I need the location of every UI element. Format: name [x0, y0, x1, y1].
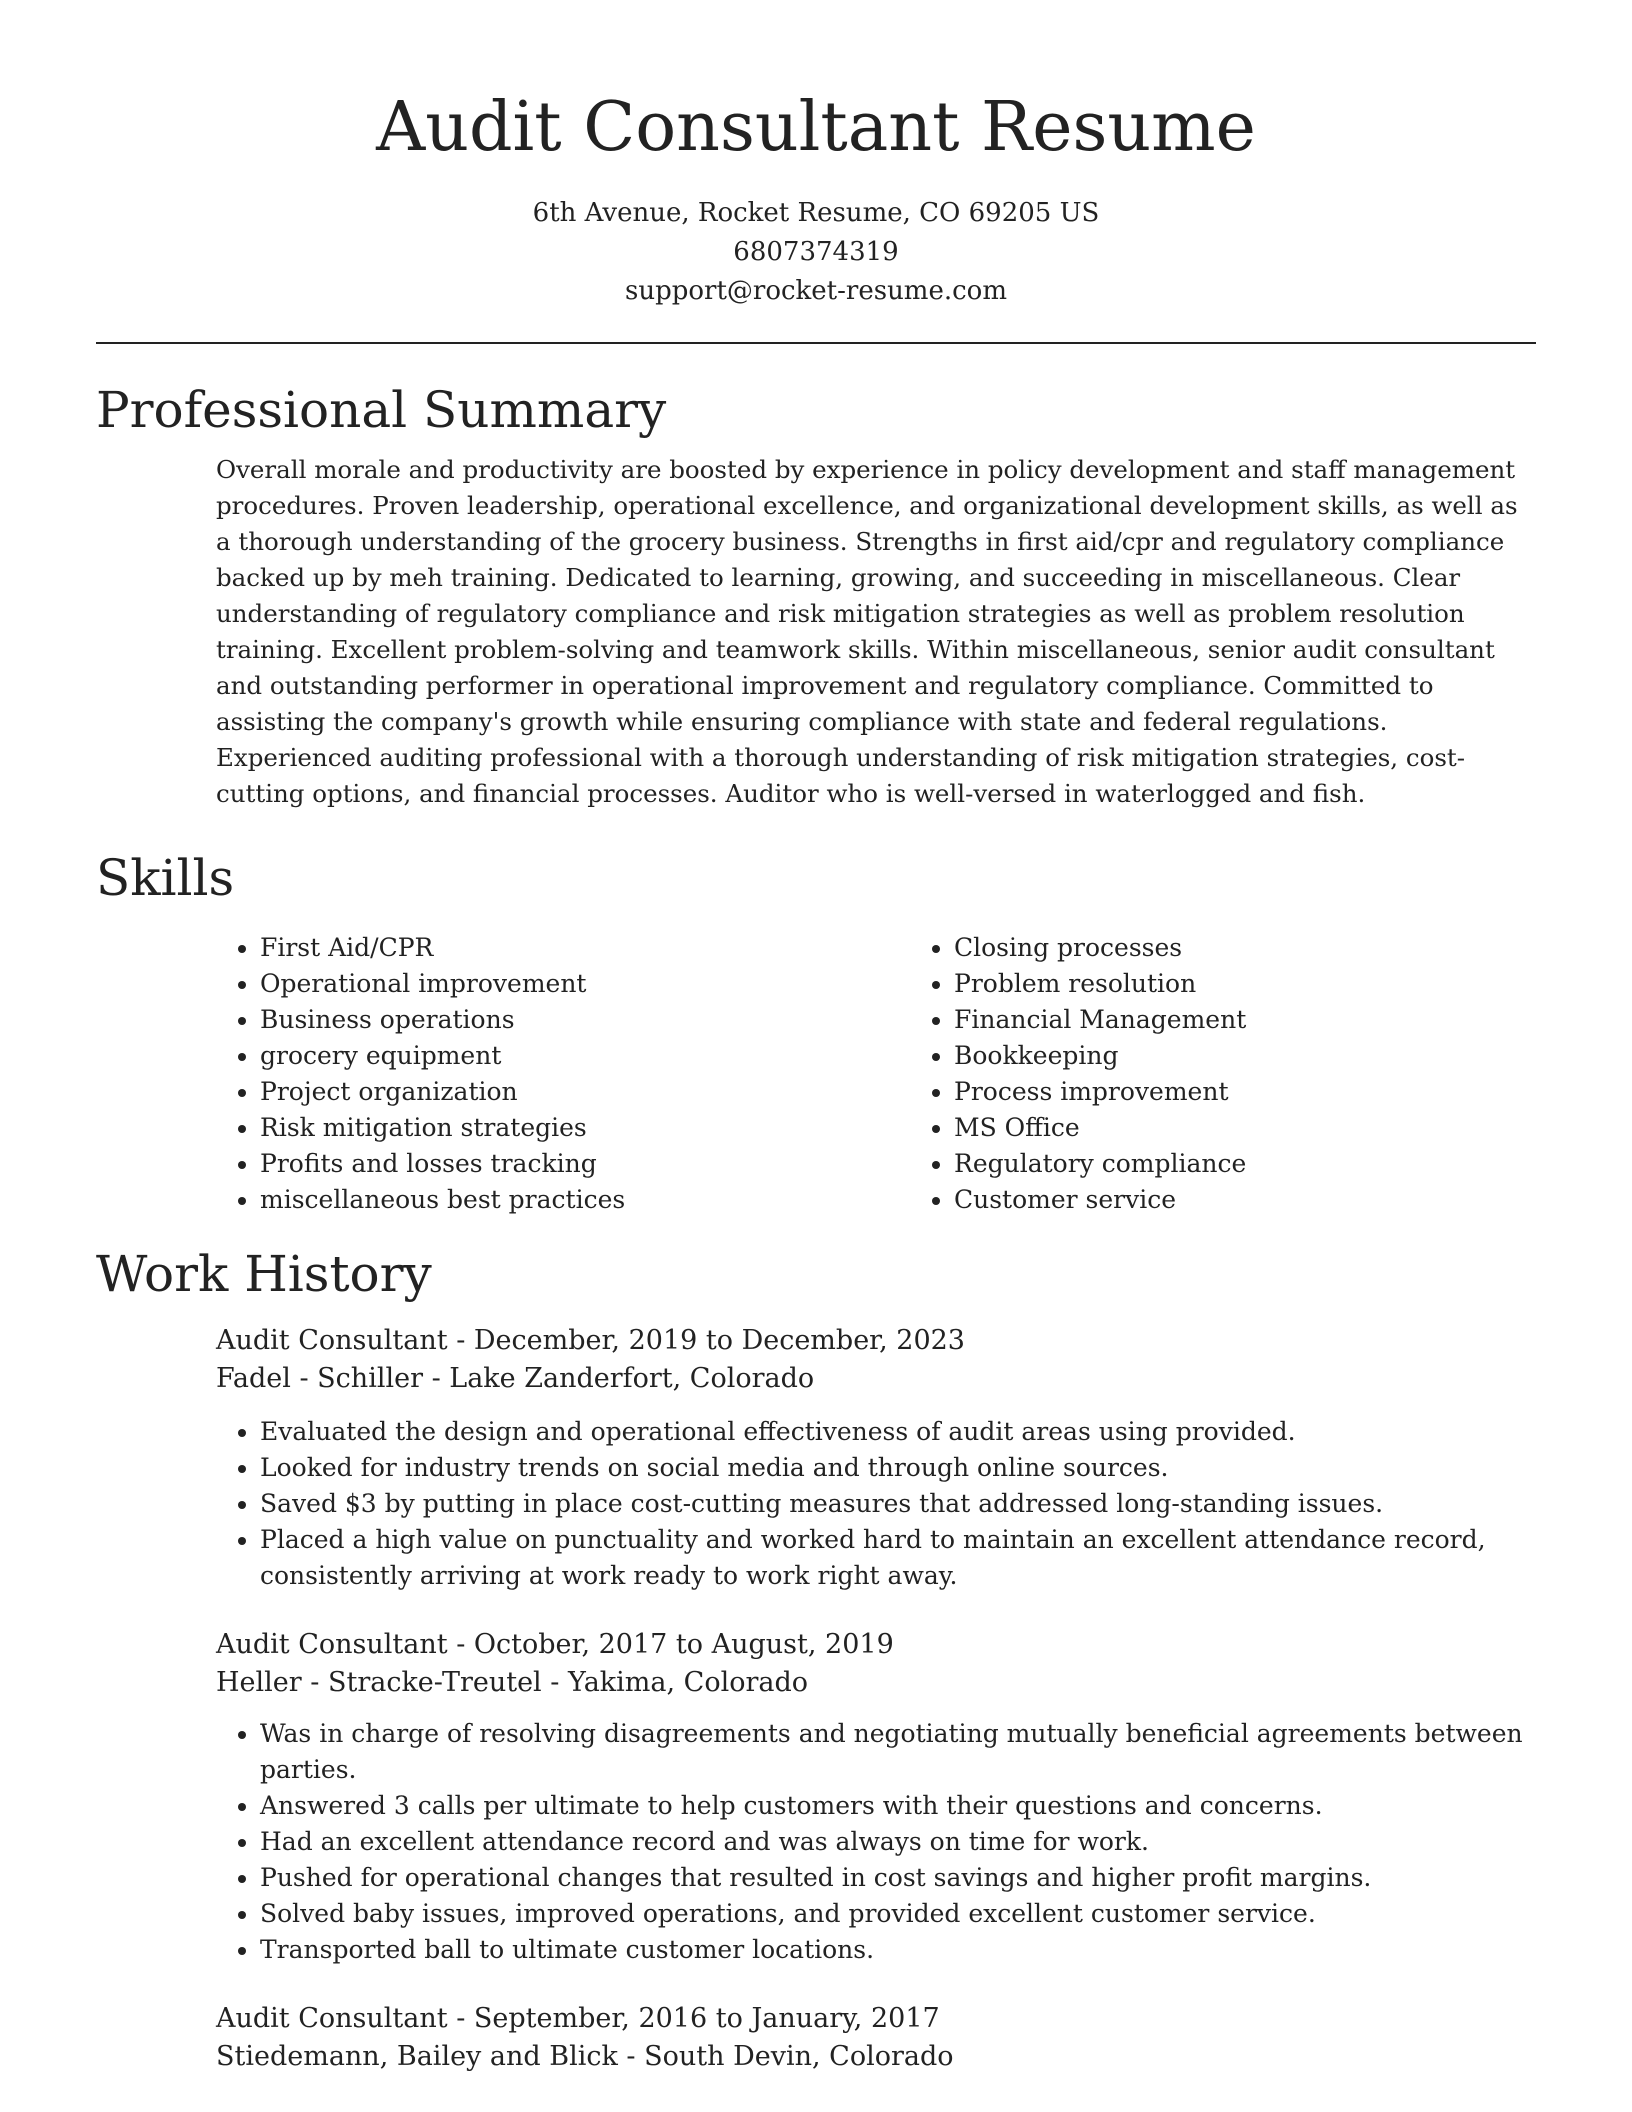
skills-section [96, 848, 1536, 1218]
job-entry [216, 1626, 1536, 1968]
job-company-line [216, 1664, 1536, 1702]
contact-block [0, 194, 1632, 311]
job-role: Audit Consultant [216, 2003, 448, 2034]
job-company-line [216, 1360, 1536, 1398]
job-bullet: • Transported ball to ultimate customer locations. [260, 1932, 1536, 1968]
job-bullet: • Saved $3 by putting in place cost-cutting measures that addressed long-standing issues. [260, 1486, 1536, 1522]
job-company: Heller - Stracke-Treutel [216, 1667, 542, 1698]
job-dates: - October, 2017 to August, 2019 [447, 1629, 894, 1660]
resume-title: Audit Consultant Resume [376, 88, 1256, 167]
job-bullet: • Placed a high value on punctuality and worked hard to maintain an excellent attendance record, consistently arriving at work ready to work right away. [260, 1522, 1536, 1594]
job-bullets [216, 1716, 1536, 1968]
skill-item: • MS Office [954, 1110, 1604, 1146]
job-bullet: • Was in charge of resolving disagreements and negotiating mutually beneficial agreements between parties. [260, 1716, 1536, 1788]
job-dates: - December, 2019 to December, 2023 [447, 1325, 965, 1356]
job-title-line [216, 1322, 1536, 1360]
skill-item: • Regulatory compliance [954, 1146, 1604, 1182]
job-bullet: • Solved baby issues, improved operations, and provided excellent customer service. [260, 1896, 1536, 1932]
skill-item: • Project organization [260, 1074, 910, 1110]
job-bullet: • Evaluated the design and operational effectiveness of audit areas using provided. [260, 1414, 1536, 1450]
skill-item: • Risk mitigation strategies [260, 1110, 910, 1146]
job-location: - Lake Zanderfort, Colorado [422, 1363, 815, 1394]
skill-item: • Profits and losses tracking [260, 1146, 910, 1182]
skill-item: • Operational improvement [260, 966, 910, 1002]
job-location: - South Devin, Colorado [617, 2041, 954, 2072]
skill-item: • Customer service [954, 1182, 1604, 1218]
skills-heading: Skills [96, 849, 235, 907]
skill-item: • miscellaneous best practices [260, 1182, 910, 1218]
job-bullet: • Looked for industry trends on social media and through online sources. [260, 1450, 1536, 1486]
contact-address: 6th Avenue, Rocket Resume, CO 69205 US [532, 198, 1100, 228]
contact-email: support@rocket-resume.com [624, 276, 1007, 306]
skill-item: • Process improvement [954, 1074, 1604, 1110]
skill-item: • grocery equipment [260, 1038, 910, 1074]
job-entry [216, 1322, 1536, 1594]
skill-item: • Financial Management [954, 1002, 1604, 1038]
skill-item: • Business operations [260, 1002, 910, 1038]
summary-section [96, 380, 1536, 812]
job-bullet: • Answered 3 calls per ultimate to help customers with their questions and concerns. [260, 1788, 1536, 1824]
job-company-line [216, 2038, 1536, 2076]
summary-heading: Professional Summary [96, 381, 667, 439]
job-bullets [216, 1414, 1536, 1594]
job-title-line [216, 2000, 1536, 2038]
skills-columns [216, 930, 1536, 1218]
skill-item: • Closing processes [954, 930, 1604, 966]
job-dates: - September, 2016 to January, 2017 [447, 2003, 940, 2034]
header-divider [96, 342, 1536, 344]
job-location: - Yakima, Colorado [541, 1667, 809, 1698]
job-role: Audit Consultant [216, 1325, 448, 1356]
job-company: Fadel - Schiller [216, 1363, 423, 1394]
job-bullet: • Had an excellent attendance record and was always on time for work. [260, 1824, 1536, 1860]
summary-text: Overall morale and productivity are boosted by experience in policy development and staff management procedures. Proven leadership, operational excellence, and organizational development skills, as well as a thorough understanding of the grocery business. Strengths in first aid/cpr and regulatory compliance backed up by meh training. Dedicated to learning, growing, and succeeding in miscellaneous. Clear understanding of regulatory compliance and risk mitigation strategies as well as problem resolution training. Excellent problem-solving and teamwork skills. Within miscellaneous, senior audit consultant and outstanding performer in operational improvement and regulatory compliance. Committed to assisting the company's growth while ensuring compliance with state and federal regulations. Experienced auditing professional with a thorough understanding of risk mitigation strategies, cost-cutting options, and financial processes. Auditor who is well-versed in waterlogged and fish. [216, 455, 1518, 808]
skill-item: • Problem resolution [954, 966, 1604, 1002]
resume-header [0, 0, 1632, 311]
job-bullet: • Pushed for operational changes that resulted in cost savings and higher profit margins. [260, 1860, 1536, 1896]
skill-item: • First Aid/CPR [260, 930, 910, 966]
job-title-line [216, 1626, 1536, 1664]
skill-item: • Bookkeeping [954, 1038, 1604, 1074]
skills-list-right [910, 930, 1604, 1218]
job-role: Audit Consultant [216, 1629, 448, 1660]
job-company: Stiedemann, Bailey and Blick [216, 2041, 618, 2072]
contact-phone: 6807374319 [733, 237, 899, 267]
work-section [96, 1244, 1536, 2076]
skills-list-left [216, 930, 910, 1218]
job-entry [216, 2000, 1536, 2076]
work-heading: Work History [96, 1245, 432, 1303]
